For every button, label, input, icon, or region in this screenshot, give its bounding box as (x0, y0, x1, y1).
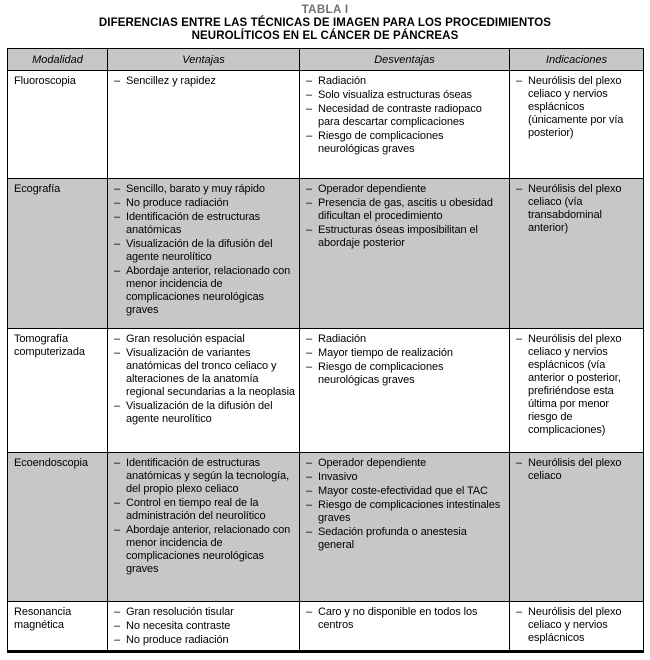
table-body (8, 71, 644, 652)
list-item (306, 103, 505, 129)
cell-modalidad: Tomografía computerizada (8, 329, 108, 453)
dash-bullet: – (114, 183, 121, 195)
dash-bullet: – (306, 333, 313, 345)
dash-bullet: – (114, 197, 121, 209)
list-item (306, 183, 505, 196)
dash-bullet: – (306, 183, 313, 195)
list-item-text: Gran resolución espacial (126, 333, 245, 345)
cell-modalidad: Fluoroscopia (8, 71, 108, 179)
dash-bullet: – (306, 75, 313, 87)
list-item-text: Caro y no disponible en todos los centros (318, 606, 478, 631)
list-item (306, 526, 505, 552)
list-item-text: Invasivo (318, 471, 358, 483)
list-item-text: Riesgo de complicaciones neurológicas graves (318, 361, 444, 386)
dash-bullet: – (516, 75, 523, 87)
column-header-desventajas: Desventajas (300, 49, 510, 71)
list-item-text: Neurólisis del plexo celiaco (528, 457, 622, 482)
dash-bullet: – (516, 333, 523, 345)
list-item-text: Radiación (318, 333, 367, 345)
table-row (8, 453, 644, 602)
cell-indicaciones (510, 71, 644, 179)
list-item-text: Riesgo de complicaciones neurológicas graves (318, 130, 444, 155)
list-item (114, 211, 295, 237)
list-item-text: Neurólisis del plexo celiaco y nervios esplácnicos (528, 606, 622, 644)
list-item (114, 524, 295, 576)
list-item-text: Sencillez y rapidez (126, 75, 216, 87)
dash-bullet: – (114, 400, 121, 412)
list-item-text: Neurólisis del plexo celiaco y nervios esplácnicos (únicamente por vía posterior) (528, 75, 624, 139)
cell-modalidad: Ecografía (8, 179, 108, 329)
dash-bullet: – (306, 606, 313, 618)
cell-ventajas (108, 329, 300, 453)
list-item (114, 333, 295, 346)
table-row (8, 179, 644, 329)
list-item (516, 606, 639, 645)
list-item (306, 457, 505, 470)
list-item-text: Neurólisis del plexo celiaco y nervios esplácnicos (vía anterior o posterior, prefiriéndose esta última por menor riesgo de complicaciones) (528, 333, 622, 436)
list-item-text: Control en tiempo real de la administración del neurolítico (126, 497, 266, 522)
list-item (114, 606, 295, 619)
list-item-text: Sencillo, barato y muy rápido (126, 183, 265, 195)
list-item (306, 333, 505, 346)
cell-desventajas (300, 179, 510, 329)
dash-bullet: – (114, 265, 121, 277)
list-item (114, 265, 295, 317)
list-item-text: Gran resolución tisular (126, 606, 234, 618)
list-item-text: Abordaje anterior, relacionado con menor incidencia de complicaciones neurológicas graves (126, 265, 291, 316)
list-item (114, 183, 295, 196)
column-header-modalidad: Modalidad (8, 49, 108, 71)
list-item-text: Identificación de estructuras anatómicas (126, 211, 261, 236)
dash-bullet: – (306, 361, 313, 373)
list-item (114, 457, 295, 496)
list-item (306, 361, 505, 387)
list-item (114, 400, 295, 426)
dash-bullet: – (306, 89, 313, 101)
list-item-text: Radiación (318, 75, 367, 87)
list-item (306, 224, 505, 250)
list-item-text: Solo visualiza estructuras óseas (318, 89, 472, 101)
dash-bullet: – (114, 620, 121, 632)
cell-desventajas (300, 602, 510, 652)
column-header-indicaciones: Indicaciones (510, 49, 644, 71)
cell-desventajas (300, 453, 510, 602)
list-item-text: Operador dependiente (318, 183, 427, 195)
list-item (516, 333, 639, 437)
cell-indicaciones (510, 329, 644, 453)
list-item-text: No produce radiación (126, 197, 229, 209)
list-item (114, 634, 295, 647)
dash-bullet: – (114, 347, 121, 359)
cell-modalidad: Ecoendoscopia (8, 453, 108, 602)
cell-desventajas (300, 329, 510, 453)
dash-bullet: – (306, 485, 313, 497)
dash-bullet: – (516, 606, 523, 618)
list-item (306, 197, 505, 223)
dash-bullet: – (306, 499, 313, 511)
cell-desventajas (300, 71, 510, 179)
dash-bullet: – (114, 524, 121, 536)
list-item-text: Mayor tiempo de realización (318, 347, 453, 359)
list-item-text: Riesgo de complicaciones intestinales graves (318, 499, 501, 524)
dash-bullet: – (114, 497, 121, 509)
list-item (306, 485, 505, 498)
list-item (306, 347, 505, 360)
list-item-text: Identificación de estructuras anatómicas y según la tecnología, del propio plexo celiaco (126, 457, 290, 495)
list-item-text: Operador dependiente (318, 457, 427, 469)
dash-bullet: – (114, 238, 121, 250)
table-row (8, 602, 644, 652)
list-item-text: Visualización de variantes anatómicas del tronco celiaco y alteraciones de la anatomía regional secundarias a la neoplasia (126, 347, 295, 398)
cell-ventajas (108, 179, 300, 329)
list-item (114, 238, 295, 264)
list-item-text: Visualización de la difusión del agente neurolítico (126, 400, 273, 425)
dash-bullet: – (114, 457, 121, 469)
list-item (306, 75, 505, 88)
table-row (8, 329, 644, 453)
list-item (114, 75, 295, 88)
dash-bullet: – (114, 634, 121, 646)
list-item (516, 183, 639, 235)
list-item (114, 347, 295, 399)
dash-bullet: – (306, 197, 313, 209)
list-item (306, 606, 505, 632)
list-item-text: Neurólisis del plexo celiaco (vía transabdominal anterior) (528, 183, 622, 234)
list-item-text: Abordaje anterior, relacionado con menor incidencia de complicaciones neurológicas graves (126, 524, 291, 575)
dash-bullet: – (114, 75, 121, 87)
table-label: TABLA I (301, 4, 349, 16)
cell-indicaciones (510, 453, 644, 602)
list-item (306, 499, 505, 525)
list-item-text: Presencia de gas, ascitis u obesidad dificultan el procedimiento (318, 197, 493, 222)
list-item (306, 130, 505, 156)
dash-bullet: – (306, 526, 313, 538)
list-item (114, 620, 295, 633)
list-item (114, 497, 295, 523)
table-title-line-2: NEUROLÍTICOS EN EL CÁNCER DE PÁNCREAS (191, 30, 459, 42)
list-item (516, 75, 639, 140)
list-item (306, 89, 505, 102)
dash-bullet: – (516, 457, 523, 469)
dash-bullet: – (306, 130, 313, 142)
dash-bullet: – (306, 457, 313, 469)
list-item (114, 197, 295, 210)
cell-modalidad: Resonancia magnética (8, 602, 108, 652)
cell-ventajas (108, 453, 300, 602)
dash-bullet: – (114, 606, 121, 618)
list-item-text: No necesita contraste (126, 620, 231, 632)
list-item (516, 457, 639, 483)
list-item-text: Sedación profunda o anestesia general (318, 526, 467, 551)
dash-bullet: – (114, 333, 121, 345)
header-row (8, 49, 644, 71)
table-caption (7, 3, 643, 43)
list-item-text: Visualización de la difusión del agente neurolítico (126, 238, 273, 263)
list-item-text: Mayor coste-efectividad que el TAC (318, 485, 488, 497)
cell-ventajas (108, 602, 300, 652)
comparison-table (7, 48, 644, 653)
list-item-text: Necesidad de contraste radiopaco para descartar complicaciones (318, 103, 482, 128)
dash-bullet: – (516, 183, 523, 195)
dash-bullet: – (306, 347, 313, 359)
list-item-text: Estructuras óseas imposibilitan el abordaje posterior (318, 224, 478, 249)
cell-ventajas (108, 71, 300, 179)
list-item-text: No produce radiación (126, 634, 229, 646)
dash-bullet: – (306, 224, 313, 236)
table-row (8, 71, 644, 179)
dash-bullet: – (306, 471, 313, 483)
dash-bullet: – (306, 103, 313, 115)
list-item (306, 471, 505, 484)
column-header-ventajas: Ventajas (108, 49, 300, 71)
cell-indicaciones (510, 602, 644, 652)
table-title-line-1: DIFERENCIAS ENTRE LAS TÉCNICAS DE IMAGEN PARA LOS PROCEDIMIENTOS (98, 17, 552, 29)
dash-bullet: – (114, 211, 121, 223)
cell-indicaciones (510, 179, 644, 329)
